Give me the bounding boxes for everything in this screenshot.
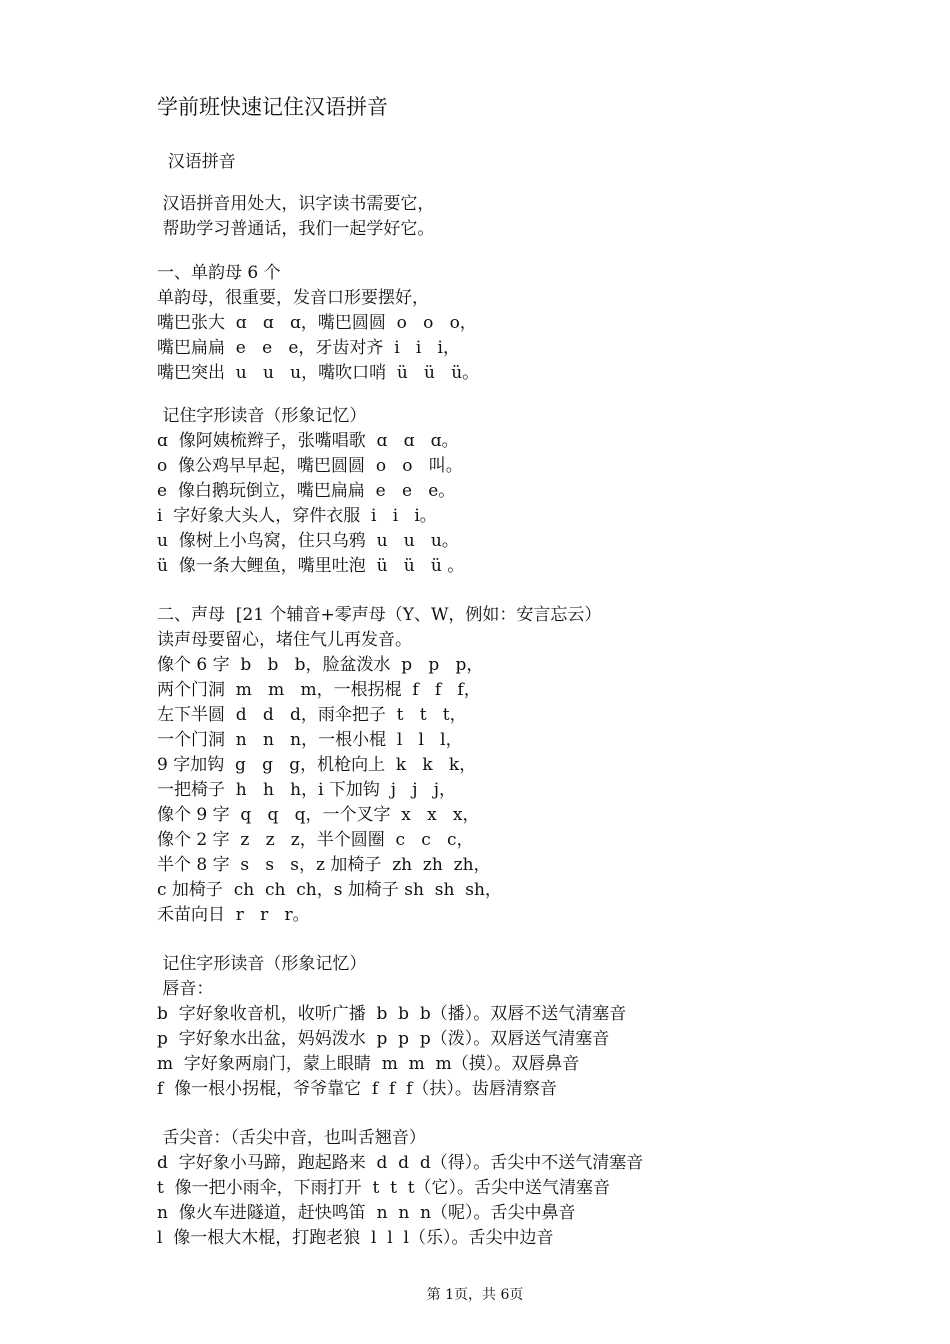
subsection-heading: 舌尖音：（舌尖中音，也叫舌翘音） — [157, 1128, 426, 1148]
text-line: ɑ 像阿姨梳辫子，张嘴唱歌 ɑ ɑ ɑ。 — [157, 431, 459, 451]
text-line: 汉语拼音 — [157, 152, 236, 172]
subsection-heading: 记住字形读音（形象记忆） — [157, 406, 367, 426]
text-line: 半个 8 字 s s s，z 加椅子 zh zh zh， — [157, 855, 491, 875]
text-line: 禾苗向日 r r r。 — [157, 905, 310, 925]
text-line: ü 像一条大鲤鱼，嘴里吐泡 ü ü ü 。 — [157, 556, 465, 576]
text-line: p 字好象水出盆，妈妈泼水 p p p（泼）。双唇送气清塞音 — [157, 1029, 610, 1049]
text-line: 一个门洞 n n n，一根小棍 l l l， — [157, 730, 463, 750]
text-line: 左下半圆 d d d，雨伞把子 t t t， — [157, 705, 467, 725]
document-title: 学前班快速记住汉语拼音 — [157, 95, 388, 119]
text-line: 单韵母，很重要，发音口形要摆好， — [157, 288, 429, 308]
text-line: 帮助学习普通话，我们一起学好它。 — [157, 219, 435, 239]
text-line: i 字好象大头人，穿件衣服 i i i。 — [157, 506, 437, 526]
text-line: f 像一根小拐棍，爷爷靠它 f f f（扶）。齿唇清察音 — [157, 1079, 557, 1099]
text-line: 像个 2 字 z z z，半个圆圈 c c c， — [157, 830, 474, 850]
subsection-heading: 唇音： — [157, 979, 214, 999]
text-line: t 像一把小雨伞，下雨打开 t t t（它）。舌尖中送气清塞音 — [157, 1178, 611, 1198]
text-line: o 像公鸡早早起，嘴巴圆圆 o o 叫。 — [157, 456, 463, 476]
text-line: 一把椅子 h h h，i 下加钩 j j j， — [157, 780, 456, 800]
text-line: 汉语拼音用处大，识字读书需要它， — [157, 194, 435, 214]
section-heading: 二、声母 [21 个辅音+零声母（Y、W，例如：安言忘云） — [157, 605, 602, 625]
text-line: u 像树上小鸟窝，住只乌鸦 u u u。 — [157, 531, 459, 551]
text-line: 两个门洞 m m m，一根拐棍 f f f， — [157, 680, 481, 700]
text-line: 9 字加钩 g g g，机枪向上 k k k， — [157, 755, 477, 775]
text-line: 嘴巴扁扁 e e e，牙齿对齐 i i i， — [157, 338, 460, 358]
text-line: 像个 9 字 q q q，一个叉字 x x x， — [157, 805, 480, 825]
text-line: m 字好象两扇门，蒙上眼睛 m m m（摸）。双唇鼻音 — [157, 1054, 580, 1074]
text-line: e 像白鹅玩倒立，嘴巴扁扁 e e e。 — [157, 481, 456, 501]
text-line: d 字好象小马蹄，跑起路来 d d d（得）。舌尖中不送气清塞音 — [157, 1153, 644, 1173]
page-footer: 第 1页，共 6页 — [426, 1287, 524, 1303]
text-line: 读声母要留心，堵住气儿再发音。 — [157, 630, 412, 650]
subsection-heading: 记住字形读音（形象记忆） — [157, 954, 367, 974]
text-line: 像个 6 字 b b b，脸盆泼水 p p p， — [157, 655, 484, 675]
text-line: n 像火车进隧道，赶快鸣笛 n n n（呢）。舌尖中鼻音 — [157, 1203, 576, 1223]
text-line: l 像一根大木棍，打跑老狼 l l l（乐）。舌尖中边音 — [157, 1228, 554, 1248]
text-line: 嘴巴突出 u u u，嘴吹口哨 ü ü ü。 — [157, 363, 480, 383]
section-heading: 一、单韵母 6 个 — [157, 263, 281, 283]
text-line: 嘴巴张大 ɑ ɑ ɑ，嘴巴圆圆 o o o， — [157, 313, 477, 333]
text-line: c 加椅子 ch ch ch，s 加椅子 sh sh sh， — [157, 880, 502, 900]
text-line: b 字好象收音机，收听广播 b b b（播）。双唇不送气清塞音 — [157, 1004, 627, 1024]
